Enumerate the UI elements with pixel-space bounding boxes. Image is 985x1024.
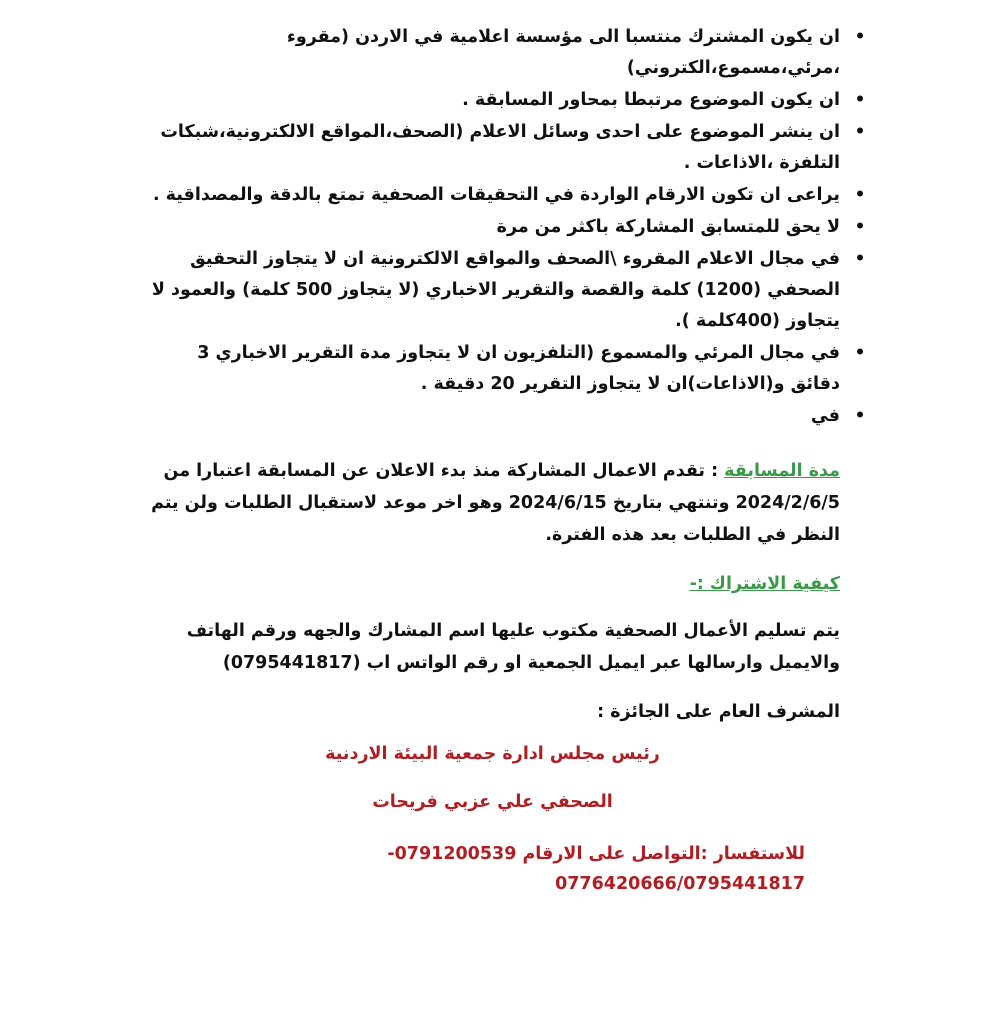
supervisor-title: رئيس مجلس ادارة جمعية البيئة الاردنية xyxy=(325,744,660,764)
bullet-icon: • xyxy=(854,27,866,47)
condition-text: ان ينشر الموضوع على احدى وسائل الاعلام (الصحف،المواقع الالكترونية،شبكات التلفزة ،الاذاعات . xyxy=(160,122,840,173)
duration-text: : تقدم الاعمال المشاركة منذ بدء الاعلان عن المسابقة اعتبارا من 2024/2/6/5 وتنتهي بتاريخ 2024/6/15 وهو اخر موعد لاستقبال الطلبات ولن يتم النظر في الطلبات بعد هذه الفترة. xyxy=(151,461,840,545)
conditions-list xyxy=(150,22,870,433)
condition-item xyxy=(150,401,866,432)
condition-text: ان يكون الموضوع مرتبطا بمحاور المسابقة . xyxy=(462,90,840,110)
participation-text: يتم تسليم الأعمال الصحفية مكتوب عليها اسم المشارك والجهه ورقم الهاتف والايميل وارسالها عبر ايميل الجمعية او رقم الواتس اب (0795441817) xyxy=(186,621,840,673)
bullet-icon: • xyxy=(854,406,866,426)
bullet-icon: • xyxy=(854,90,866,110)
condition-item xyxy=(150,244,866,337)
duration-section xyxy=(145,455,840,551)
participation-heading: كيفية الاشتراك :- xyxy=(689,574,840,594)
bullet-icon: • xyxy=(854,249,866,269)
contact-label: للاستفسار :التواصل على الارقام xyxy=(516,844,805,864)
condition-text: يراعى ان تكون الارقام الواردة في التحقيقات الصحفية تمتع بالدقة والمصداقية . xyxy=(152,185,840,205)
condition-text: في مجال المرئي والمسموع (التلفزيون ان لا يتجاوز مدة التقرير الاخباري 3 دقائق و(الاذاعات)ان لا يتجاوز التقرير 20 دقيقة . xyxy=(197,343,840,394)
condition-text: لا يحق للمتسابق المشاركة باكثر من مرة xyxy=(496,217,840,237)
duration-heading: مدة المسابقة xyxy=(724,461,840,481)
contact-line xyxy=(170,839,805,899)
condition-item xyxy=(150,85,866,116)
condition-item xyxy=(150,22,866,84)
condition-text: ان يكون المشترك منتسبا الى مؤسسة اعلامية في الاردن (مقروء ،مرئي،مسموع،الكتروني) xyxy=(286,27,840,78)
contact-numbers: 0791200539-0776420666/0795441817 xyxy=(387,844,805,894)
condition-item xyxy=(150,212,866,243)
supervisor-label: المشرف العام على الجائزة : xyxy=(597,702,840,722)
condition-text: في xyxy=(810,406,840,426)
condition-item xyxy=(150,338,866,400)
participation-heading-row xyxy=(145,568,840,600)
bullet-icon: • xyxy=(854,217,866,237)
condition-text: في مجال الاعلام المقروء \الصحف والمواقع الالكترونية ان لا يتجاوز التحقيق الصحفي (1200) كلمة والقصة والتقرير الاخباري (لا يتجاوز 500 كلمة) والعمود لا يتجاوز (400كلمة ). xyxy=(151,249,840,331)
bullet-icon: • xyxy=(854,185,866,205)
condition-item xyxy=(150,180,866,211)
bullet-icon: • xyxy=(854,122,866,142)
supervisor-name: الصحفي علي عزبي فريحات xyxy=(372,792,613,812)
bullet-icon: • xyxy=(854,343,866,363)
condition-item xyxy=(150,117,866,179)
